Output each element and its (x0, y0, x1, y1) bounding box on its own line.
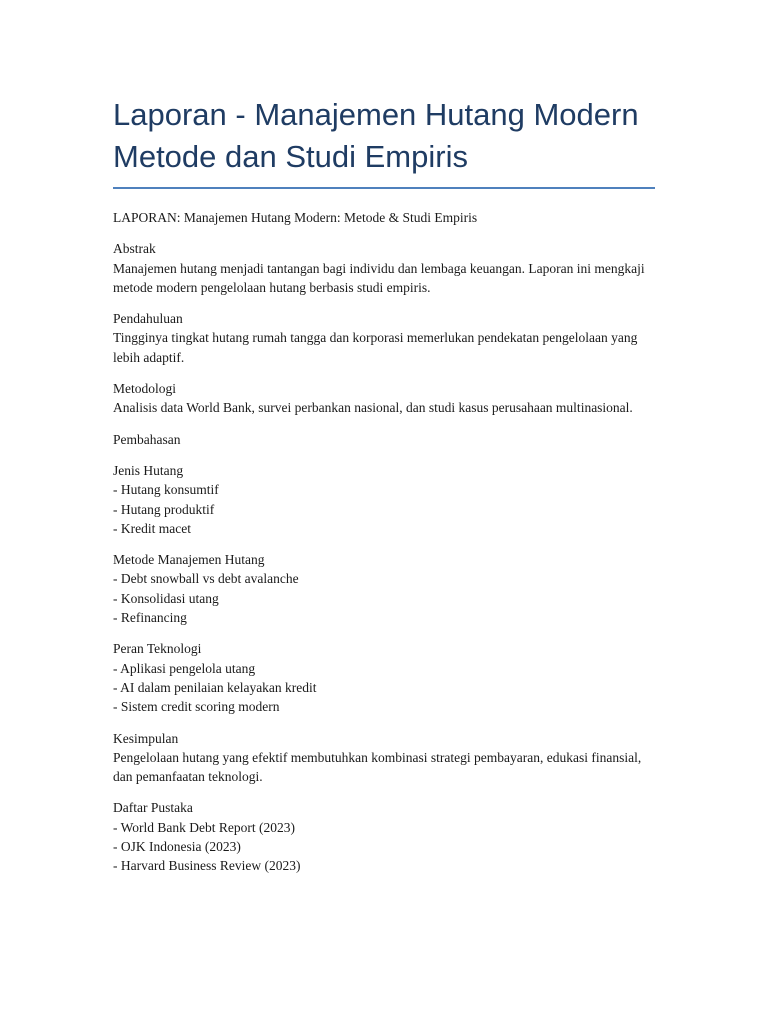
section-heading: Pembahasan (113, 431, 181, 447)
section-abstrak (113, 239, 658, 297)
section-heading: Pendahuluan (113, 311, 183, 327)
section-heading: Kesimpulan (113, 730, 179, 746)
list-item: - Harvard Business Review (2023) (113, 858, 301, 874)
list-item: - Hutang produktif (113, 501, 215, 517)
report-header-line: LAPORAN: Manajemen Hutang Modern: Metode & Studi Empiris (113, 210, 478, 225)
title-line-1: Laporan - Manajemen Hutang Modern (113, 97, 639, 132)
section-pembahasan (113, 430, 658, 449)
section-metode (113, 550, 658, 627)
section-heading: Peran Teknologi (113, 641, 202, 657)
document-title (113, 94, 658, 178)
section-metodologi (113, 379, 658, 418)
section-heading: Metode Manajemen Hutang (113, 552, 265, 568)
list-item: - World Bank Debt Report (2023) (113, 819, 296, 835)
section-text: Analisis data World Bank, survei perbankan nasional, dan studi kasus perusahaan multinasional. (113, 400, 633, 416)
section-kesimpulan (113, 729, 658, 787)
document-page (113, 94, 658, 888)
section-text: Manajemen hutang menjadi tantangan bagi individu dan lembaga keuangan. Laporan ini mengkaji metode modern pengelolaan hutang berbasis studi empiris. (113, 260, 645, 295)
section-heading: Abstrak (113, 241, 156, 257)
list-item: - Refinancing (113, 610, 187, 626)
list-item: - Konsolidasi utang (113, 590, 219, 606)
list-item: - Debt snowball vs debt avalanche (113, 571, 299, 587)
section-heading: Jenis Hutang (113, 462, 184, 478)
section-heading: Daftar Pustaka (113, 800, 193, 816)
section-heading: Metodologi (113, 381, 176, 397)
list-item: - AI dalam penilaian kelayakan kredit (113, 679, 317, 695)
title-divider (113, 187, 655, 189)
section-text: Pengelolaan hutang yang efektif membutuhkan kombinasi strategi pembayaran, edukasi finansial, dan pemanfaatan teknologi. (113, 749, 642, 785)
list-item: - Aplikasi pengelola utang (113, 660, 256, 676)
list-item: - Kredit macet (113, 520, 191, 536)
section-jenis-hutang (113, 461, 658, 538)
section-text: Tingginya tingkat hutang rumah tangga dan korporasi memerlukan pendekatan pengelolaan yang lebih adaptif. (113, 330, 638, 365)
list-item: - OJK Indonesia (2023) (113, 839, 241, 855)
section-teknologi (113, 639, 658, 716)
section-daftar-pustaka (113, 798, 658, 875)
document-body (113, 208, 658, 876)
section-pendahuluan (113, 309, 658, 367)
list-item: - Hutang konsumtif (113, 482, 219, 498)
title-line-2: Metode dan Studi Empiris (113, 139, 468, 174)
list-item: - Sistem credit scoring modern (113, 699, 280, 715)
